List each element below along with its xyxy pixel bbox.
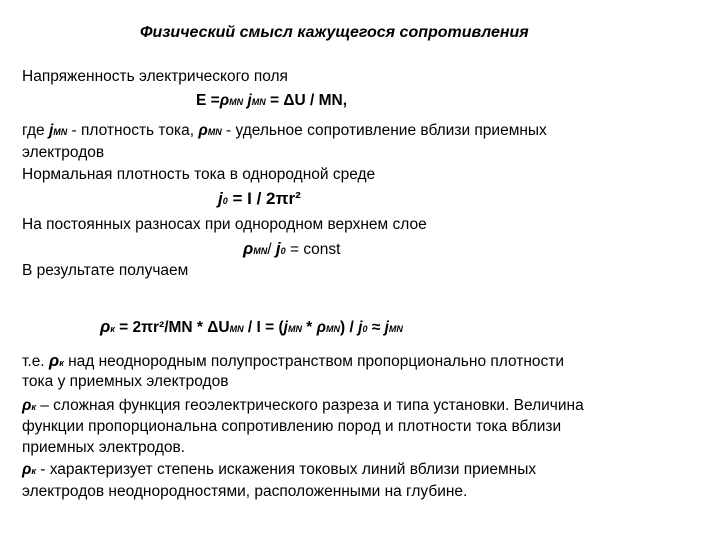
text-line: электродов: [22, 144, 105, 161]
formula-field-strength: E =ρMN jMN = ΔU / MN,: [196, 92, 348, 109]
text-line: где jMN - плотность тока, ρMN - удельное сопротивление вблизи приемных: [22, 122, 547, 139]
text-line: На постоянных разносах при однородном верхнем слое: [22, 216, 427, 233]
text-line: тока у приемных электродов: [22, 373, 229, 390]
text-line: В результате получаем: [22, 262, 189, 279]
formula-apparent-resistivity: ρк = 2πr²/MN * ΔUMN / I = (jMN * ρMN) / j0 ≈ jMN: [100, 317, 403, 336]
text-line: электродов неоднородностями, расположенными на глубине.: [22, 483, 468, 500]
text-line: ρк – сложная функция геоэлектрического разреза и типа установки. Величина: [22, 397, 584, 414]
text-line: т.е. ρк над неоднородным полупространством пропорционально плотности: [22, 351, 565, 370]
text-line: Нормальная плотность тока в однородной среде: [22, 166, 376, 183]
text-line: Напряженность электрического поля: [22, 68, 288, 85]
formula-const: ρMN/ j0 = const: [243, 239, 341, 258]
text-line: приемных электродов.: [22, 439, 186, 456]
formula-normal-density: j0 = I / 2πr²: [218, 189, 301, 208]
text-line: ρк - характеризует степень искажения токовых линий вблизи приемных: [22, 461, 537, 478]
slide-title: Физический смысл кажущегося сопротивления: [140, 24, 529, 41]
text-line: функции пропорциональна сопротивлению пород и плотности тока вблизи: [22, 418, 562, 435]
